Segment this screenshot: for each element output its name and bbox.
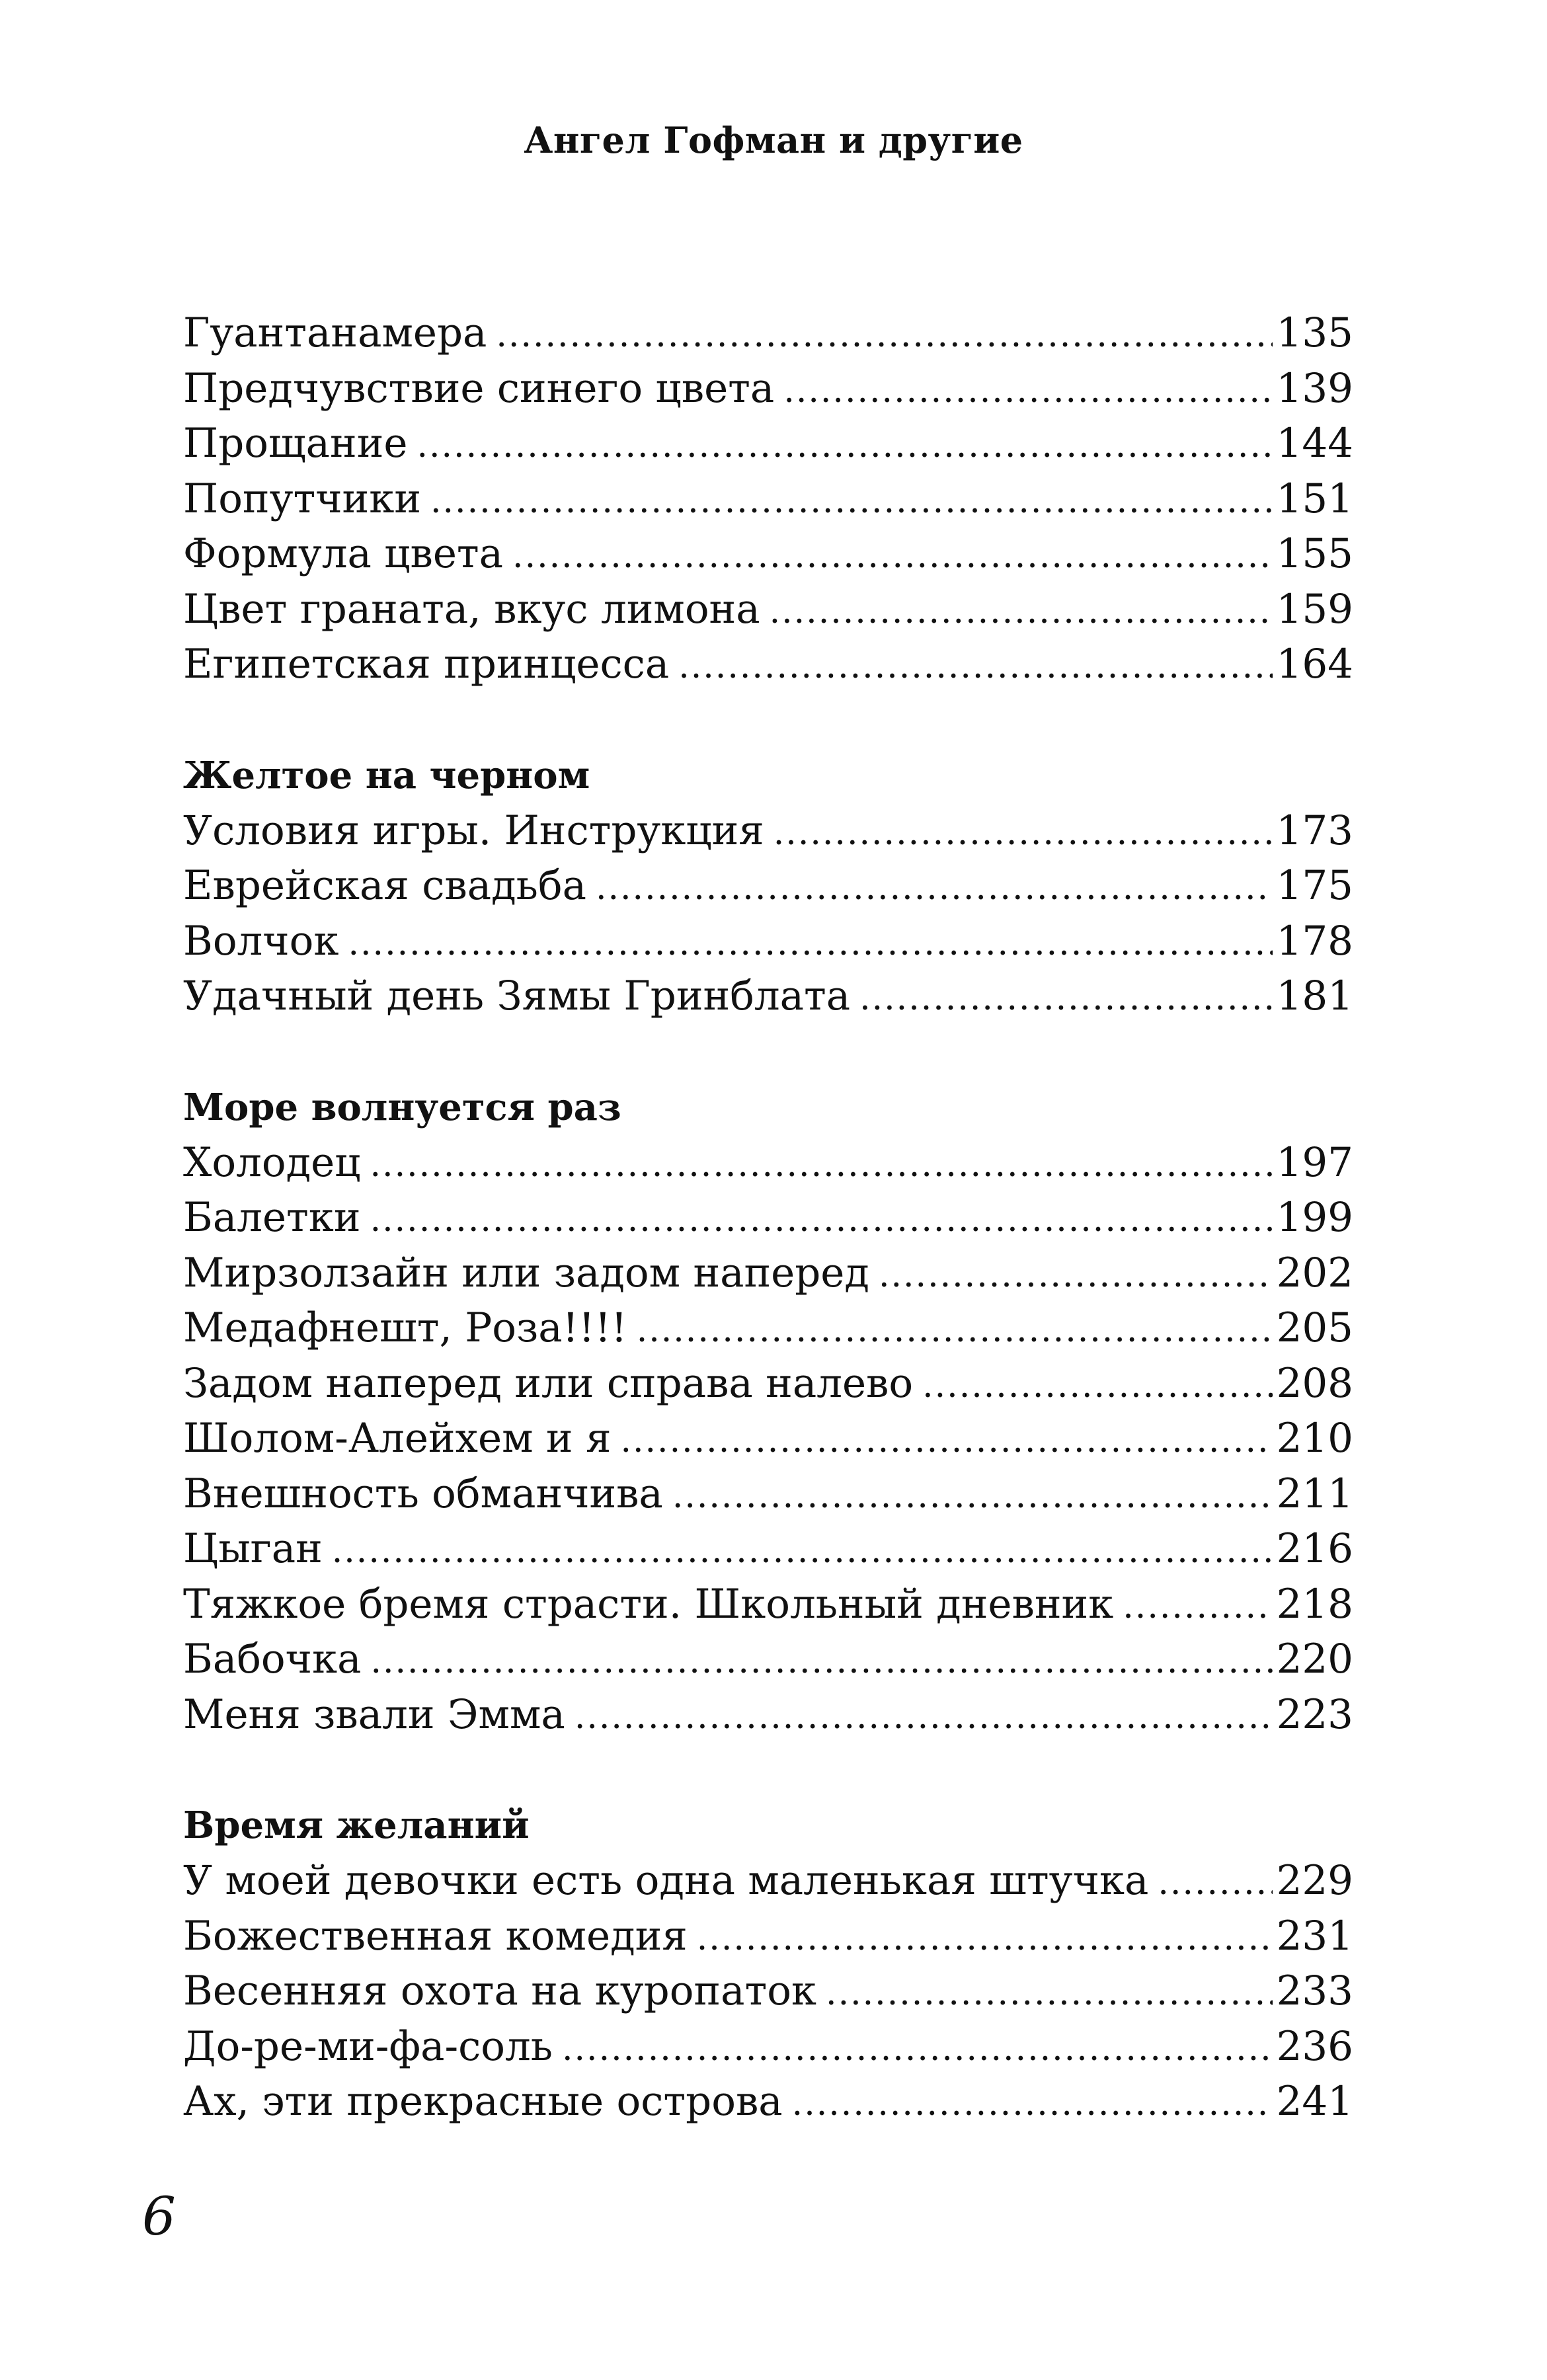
- dot-leader: [783, 364, 1272, 419]
- entry-title: Балетки: [183, 1194, 361, 1241]
- entry-title: Мирзолзайн или задом наперед: [183, 1249, 869, 1296]
- entry-title: Гуантанамера: [183, 309, 487, 356]
- dot-leader: [879, 1248, 1273, 1304]
- entry-page-number: 205: [1276, 1304, 1353, 1351]
- entry-page-number: 181: [1276, 972, 1353, 1019]
- dot-leader: [430, 474, 1273, 530]
- toc-entry: [183, 1466, 1353, 1522]
- section-heading: Время желаний: [183, 1804, 530, 1847]
- toc-section-4: [183, 1798, 1353, 2129]
- entry-title: У моей девочки есть одна маленькая штучка: [183, 1857, 1149, 1904]
- dot-leader: [770, 584, 1273, 640]
- dot-leader: [332, 1524, 1273, 1579]
- dot-leader: [496, 308, 1272, 364]
- toc-section-2: [183, 748, 1353, 1024]
- entry-title: Попутчики: [183, 475, 421, 522]
- toc-entry: [183, 1300, 1353, 1356]
- dot-leader: [922, 1359, 1272, 1414]
- dot-leader: [562, 2022, 1273, 2077]
- entry-title: Условия игры. Инструкция: [183, 807, 764, 854]
- entry-title: Шолом-Алейхем и я: [183, 1415, 612, 1462]
- entry-page-number: 233: [1276, 1967, 1353, 2014]
- dot-leader: [859, 971, 1272, 1027]
- toc-entry: [183, 1356, 1353, 1411]
- dot-leader: [672, 1469, 1273, 1525]
- entry-page-number: 164: [1276, 641, 1353, 688]
- entry-page-number: 159: [1276, 585, 1353, 633]
- entry-title: Волчок: [183, 917, 339, 965]
- page-number: 6: [142, 2186, 176, 2247]
- toc-entry: [183, 2074, 1353, 2129]
- entry-title: Египетская принцесса: [183, 641, 670, 688]
- entry-page-number: 178: [1276, 917, 1353, 965]
- dot-leader: [697, 1911, 1273, 1967]
- entry-page-number: 223: [1276, 1690, 1353, 1738]
- table-of-contents: [183, 305, 1353, 2129]
- entry-title: Прощание: [183, 420, 408, 467]
- dot-leader: [370, 1193, 1273, 1248]
- dot-leader: [348, 916, 1272, 972]
- entry-page-number: 229: [1276, 1857, 1353, 1904]
- dot-leader: [370, 1634, 1272, 1690]
- dot-leader: [416, 418, 1272, 474]
- dot-leader: [678, 639, 1272, 695]
- entry-title: Внешность обманчива: [183, 1470, 663, 1517]
- section-heading: Море волнуется раз: [183, 1085, 621, 1129]
- entry-page-number: 139: [1276, 364, 1353, 412]
- entry-page-number: 231: [1276, 1912, 1353, 1960]
- toc-entry: [183, 471, 1353, 527]
- entry-page-number: 211: [1276, 1470, 1353, 1517]
- entry-title: Цвет граната, вкус лимона: [183, 585, 760, 633]
- entry-page-number: 220: [1276, 1636, 1353, 1683]
- toc-entry: [183, 1909, 1353, 1964]
- entry-page-number: 135: [1276, 309, 1353, 356]
- section-heading: Желтое на черном: [183, 753, 590, 797]
- entry-title: Меня звали Эмма: [183, 1690, 565, 1738]
- toc-entry: [183, 1964, 1353, 2019]
- entry-page-number: 202: [1276, 1249, 1353, 1296]
- toc-entry: [183, 416, 1353, 471]
- entry-page-number: 144: [1276, 420, 1353, 467]
- dot-leader: [596, 861, 1273, 916]
- toc-entry: [183, 637, 1353, 692]
- toc-entry: [183, 1687, 1353, 1743]
- entry-title: Удачный день Зямы Гринблата: [183, 972, 851, 1019]
- entry-page-number: 175: [1276, 862, 1353, 909]
- entry-title: Бабочка: [183, 1636, 362, 1683]
- dot-leader: [1123, 1579, 1272, 1635]
- dot-leader: [826, 1966, 1273, 2022]
- toc-entry: [183, 803, 1353, 859]
- entry-title: До-ре-ми-фа-соль: [183, 2022, 553, 2070]
- entry-page-number: 210: [1276, 1415, 1353, 1462]
- running-head: Ангел Гофман и другие: [524, 119, 1023, 161]
- entry-page-number: 236: [1276, 2022, 1353, 2070]
- entry-page-number: 151: [1276, 475, 1353, 522]
- toc-entry: [183, 1577, 1353, 1632]
- entry-page-number: 199: [1276, 1194, 1353, 1241]
- dot-leader: [637, 1303, 1273, 1359]
- toc-entry: [183, 2019, 1353, 2075]
- entry-page-number: 208: [1276, 1359, 1353, 1407]
- toc-section-3: [183, 1080, 1353, 1743]
- entry-title: Цыган: [183, 1525, 323, 1572]
- toc-entry: [183, 1632, 1353, 1687]
- toc-entry: [183, 1246, 1353, 1301]
- toc-entry: [183, 1190, 1353, 1246]
- dot-leader: [774, 806, 1273, 861]
- dot-leader: [792, 2077, 1273, 2132]
- toc-entry: [183, 305, 1353, 361]
- toc-entry: [183, 1521, 1353, 1577]
- dot-leader: [512, 529, 1273, 584]
- entry-title: Ах, эти прекрасные острова: [183, 2078, 783, 2125]
- toc-entry: [183, 969, 1353, 1024]
- dot-leader: [620, 1413, 1272, 1469]
- entry-page-number: 216: [1276, 1525, 1353, 1572]
- entry-title: Задом наперед или справа налево: [183, 1359, 914, 1407]
- dot-leader: [370, 1138, 1273, 1193]
- toc-entry: [183, 1411, 1353, 1466]
- entry-title: Медафнешт, Роза!!!!: [183, 1304, 627, 1351]
- entry-title: Божественная комедия: [183, 1912, 688, 1960]
- entry-page-number: 241: [1276, 2078, 1353, 2125]
- entry-page-number: 218: [1276, 1580, 1353, 1628]
- entry-title: Тяжкое бремя страсти. Школьный дневник: [183, 1580, 1114, 1628]
- toc-section-1: [183, 305, 1353, 692]
- entry-page-number: 173: [1276, 807, 1353, 854]
- entry-page-number: 197: [1276, 1138, 1353, 1186]
- toc-entry: [183, 582, 1353, 637]
- toc-entry: [183, 1135, 1353, 1191]
- entry-title: Еврейская свадьба: [183, 862, 586, 909]
- toc-entry: [183, 914, 1353, 969]
- entry-title: Холодец: [183, 1138, 361, 1186]
- dot-leader: [575, 1690, 1273, 1745]
- toc-entry: [183, 1853, 1353, 1909]
- entry-title: Предчувствие синего цвета: [183, 364, 775, 412]
- dot-leader: [1158, 1856, 1272, 1911]
- entry-page-number: 155: [1276, 530, 1353, 577]
- entry-title: Весенняя охота на куропаток: [183, 1967, 817, 2014]
- toc-entry: [183, 858, 1353, 914]
- toc-entry: [183, 526, 1353, 582]
- toc-entry: [183, 361, 1353, 416]
- entry-title: Формула цвета: [183, 530, 504, 577]
